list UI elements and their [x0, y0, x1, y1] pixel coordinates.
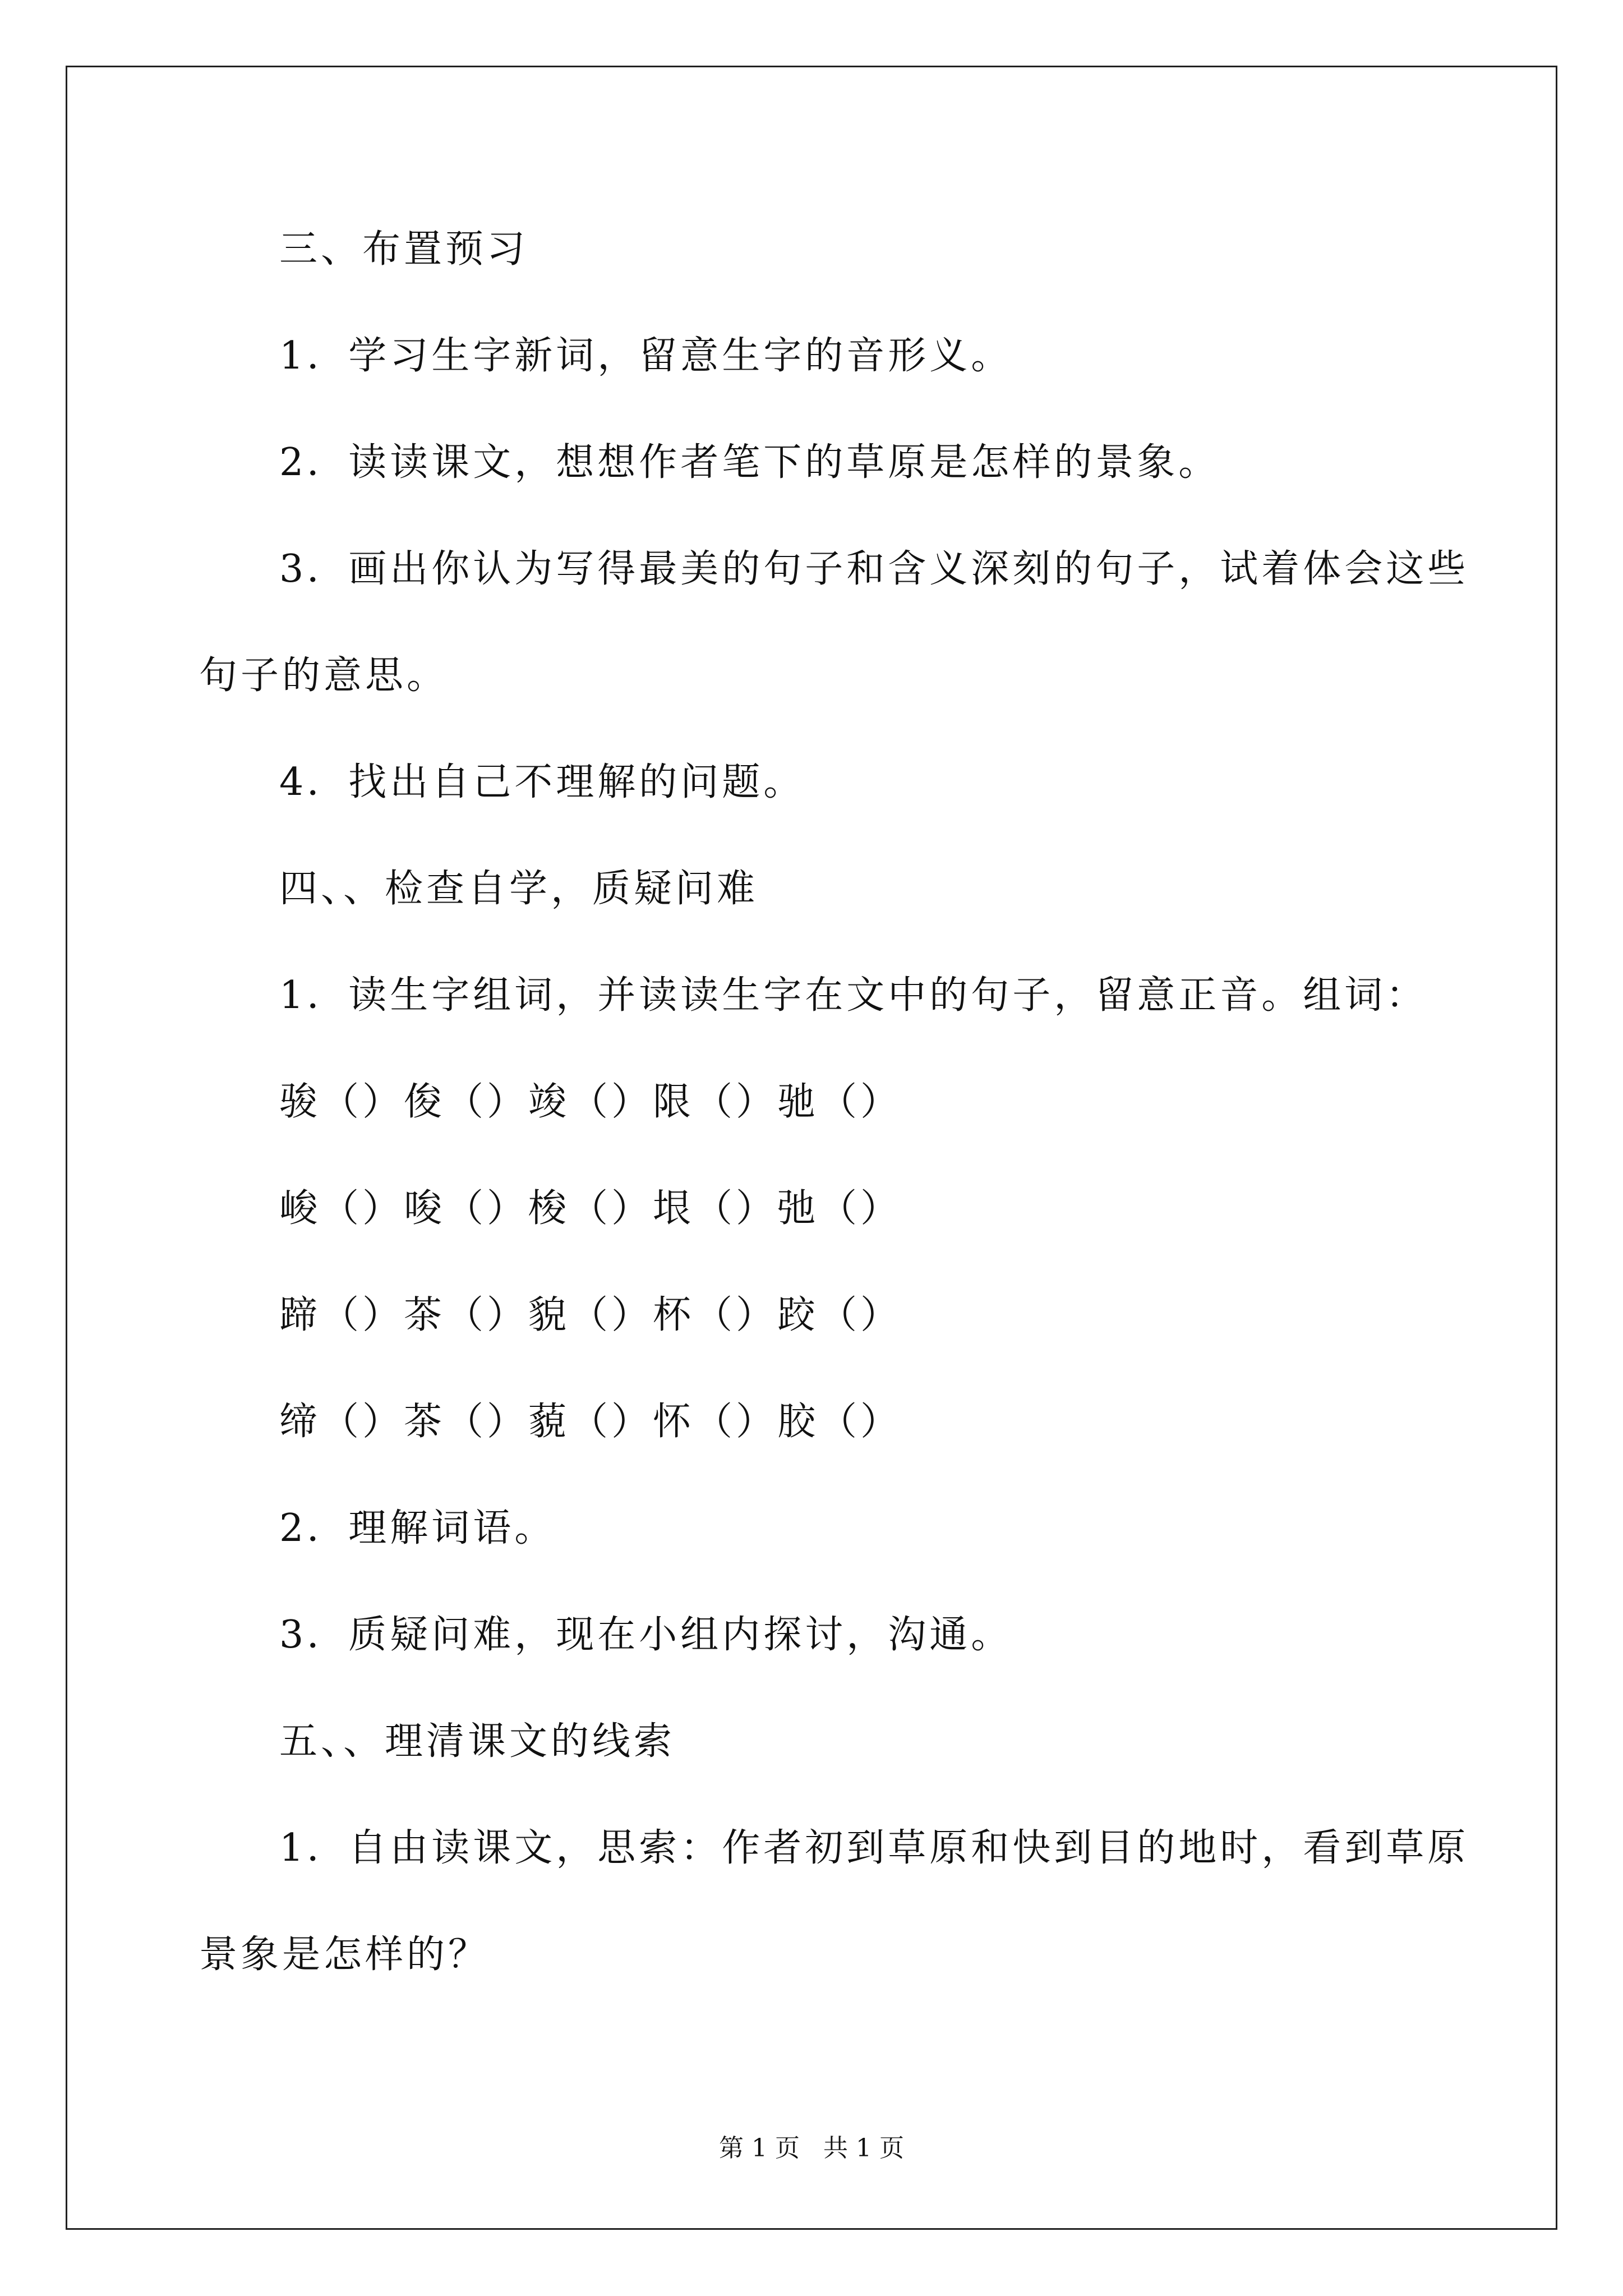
paragraph-line: 2．理解词语。: [279, 1506, 556, 1550]
paragraph-line: 景象是怎样的？: [199, 1932, 490, 1977]
paragraph-line: 2．读读课文，想想作者笔下的草原是怎样的景象。: [279, 440, 1220, 485]
page-border: [66, 66, 1557, 2230]
paragraph-line: 1．自由读课文，思索：作者初到草原和快到目的地时，看到草原: [279, 1826, 1469, 1870]
paragraph-line: 1．学习生字新词，留意生字的音形义。: [279, 334, 1013, 378]
word-group-line: 蹄（）茶（）貌（）杯（）跤（）: [279, 1293, 902, 1337]
paragraph-line: 1．读生字组词，并读读生字在文中的句子，留意正音。组词：: [279, 973, 1428, 1018]
section-heading-4: 四、、检查自学，质疑问难: [279, 867, 759, 911]
word-group-line: 骏（）俊（）竣（）限（）驰（）: [279, 1080, 902, 1124]
paragraph-line: 句子的意思。: [199, 654, 449, 698]
paragraph-line: 3．画出你认为写得最美的句子和含义深刻的句子，试着体会这些: [279, 547, 1469, 591]
section-heading-3: 三、布置预习: [279, 227, 529, 272]
section-heading-5: 五、、理清课文的线索: [279, 1719, 676, 1764]
word-group-line: 缔（）茶（）藐（）怀（）胶（）: [279, 1400, 902, 1444]
page-footer: 第 1 页 共 1 页: [719, 2134, 904, 2162]
paragraph-line: 4．找出自己不理解的问题。: [279, 760, 805, 804]
word-group-line: 峻（）唆（）梭（）垠（）弛（）: [279, 1186, 902, 1231]
paragraph-line: 3．质疑问难，现在小组内探讨，沟通。: [279, 1613, 1013, 1657]
